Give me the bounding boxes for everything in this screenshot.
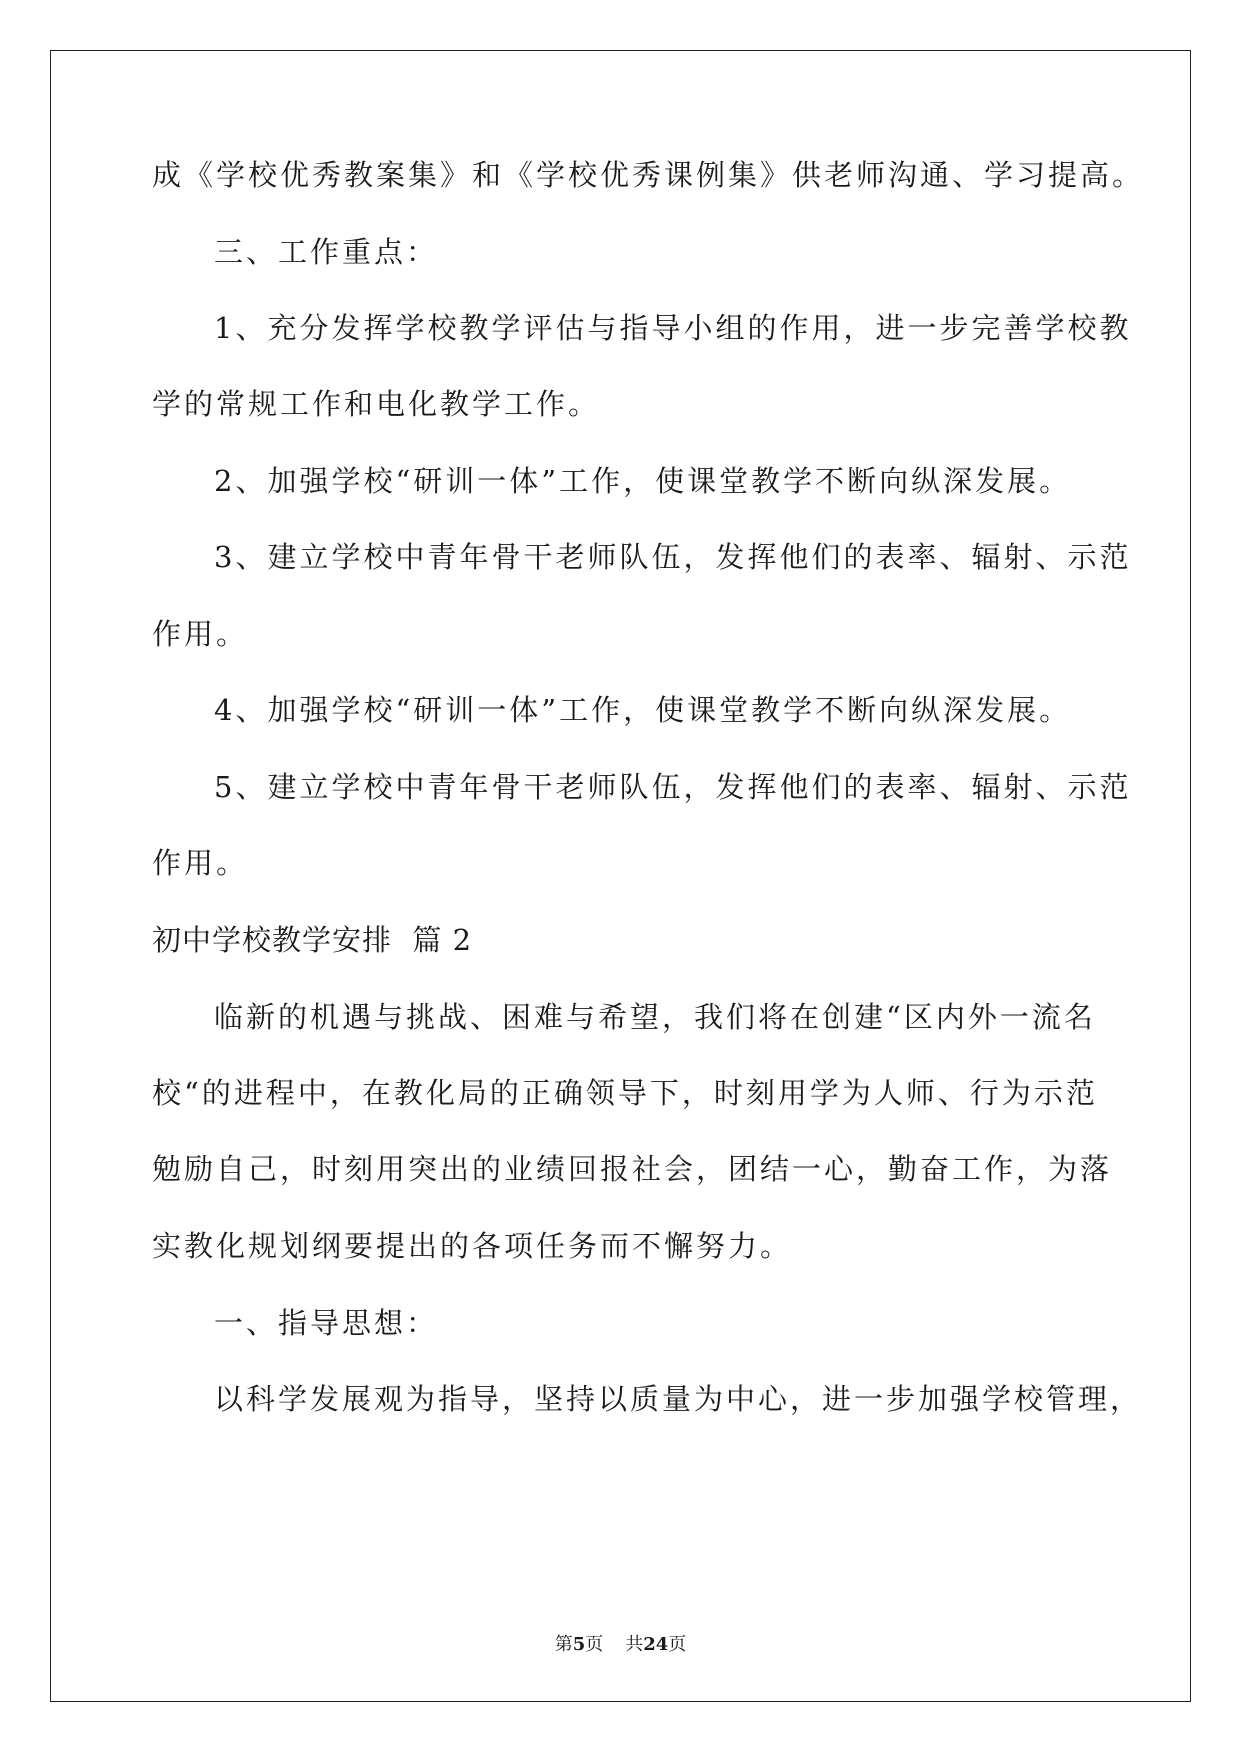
paragraph-line-5: 以科学发展观为指导，坚持以质量为中心，进一步加强学校管理， bbox=[214, 1382, 1143, 1416]
paragraph-line-2: 校“的进程中，在教化局的正确领导下，时刻用学为人师、行为示范 bbox=[152, 1076, 1098, 1110]
section-heading-guiding-thought: 一、指导思想： bbox=[214, 1306, 439, 1340]
text-line-1: 成《学校优秀教案集》和《学校优秀课例集》供老师沟通、学习提高。 bbox=[152, 158, 1145, 192]
list-item-1: 1、充分发挥学校教学评估与指导小组的作用，进一步完善学校教 bbox=[214, 311, 1132, 345]
footer-prefix: 第 bbox=[554, 1634, 573, 1655]
page-footer bbox=[0, 1633, 1241, 1657]
current-page-number: 5 bbox=[572, 1634, 586, 1655]
section-heading-key-work: 三、工作重点： bbox=[214, 235, 439, 269]
footer-page-suffix: 页 bbox=[585, 1634, 604, 1655]
footer-total-suffix: 页 bbox=[668, 1634, 687, 1655]
text-line-7: 作用。 bbox=[152, 617, 249, 651]
article-title: 初中学校教学安排 篇 2 bbox=[152, 923, 473, 957]
text-line-4: 学的常规工作和电化教学工作。 bbox=[152, 387, 601, 421]
paragraph-line-4: 实教化规划纲要提出的各项任务而不懈努力。 bbox=[152, 1229, 793, 1263]
list-item-5: 5、建立学校中青年骨干老师队伍，发挥他们的表率、辐射、示范 bbox=[214, 770, 1132, 804]
list-item-4: 4、加强学校“研训一体”工作，使课堂教学不断向纵深发展。 bbox=[214, 693, 1072, 727]
paragraph-line-1: 临新的机遇与挑战、困难与希望，我们将在创建“区内外一流名 bbox=[214, 1000, 1096, 1034]
text-line-10: 作用。 bbox=[152, 846, 249, 880]
list-item-3: 3、建立学校中青年骨干老师队伍，发挥他们的表率、辐射、示范 bbox=[214, 540, 1132, 574]
total-page-count: 24 bbox=[643, 1634, 669, 1655]
paragraph-line-3: 勉励自己，时刻用突出的业绩回报社会，团结一心，勤奋工作，为落 bbox=[152, 1152, 1113, 1186]
list-item-2: 2、加强学校“研训一体”工作，使课堂教学不断向纵深发展。 bbox=[214, 464, 1072, 498]
footer-total-prefix: 共 bbox=[625, 1634, 644, 1655]
